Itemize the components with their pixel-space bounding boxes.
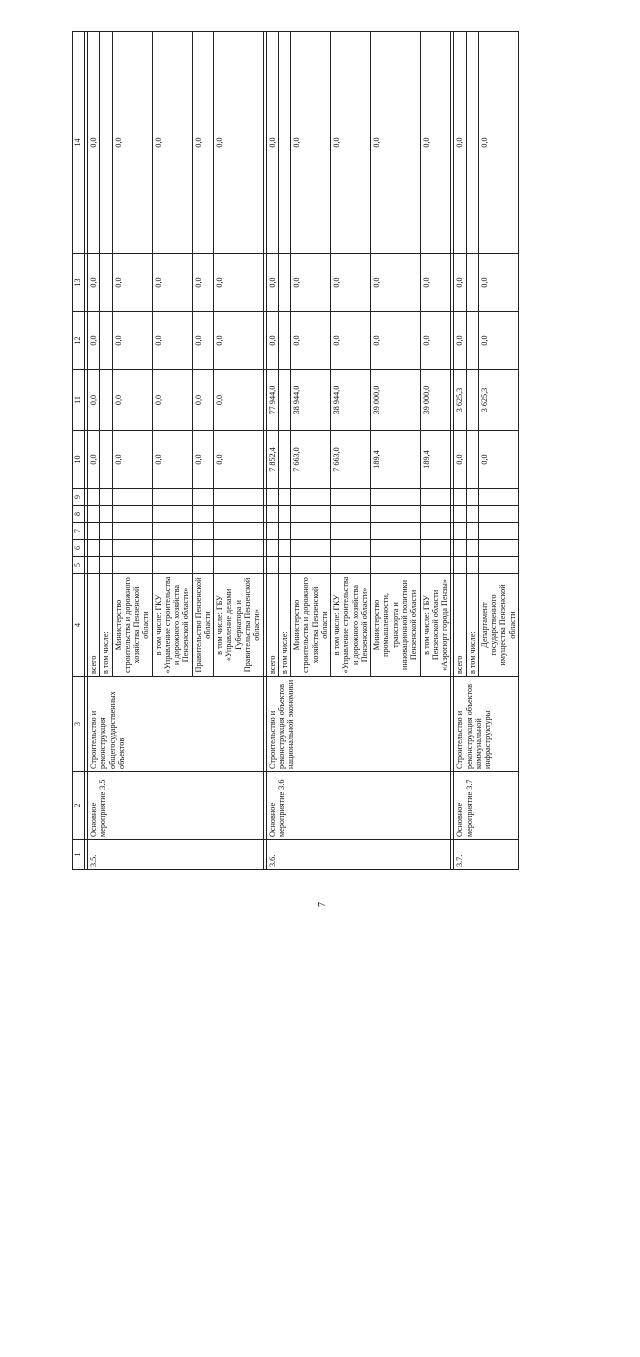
row-label: всего bbox=[454, 574, 466, 677]
value-col-10: 0,0 bbox=[152, 431, 192, 489]
value-col-10 bbox=[466, 431, 478, 489]
column-number-11: 11 bbox=[73, 370, 85, 431]
column-number-5: 5 bbox=[73, 557, 85, 574]
measure-title: Основное мероприятие 3.6 bbox=[266, 772, 451, 840]
empty-cell-col-8 bbox=[331, 506, 371, 523]
empty-cell-col-9 bbox=[371, 489, 420, 506]
empty-cell-col-9 bbox=[454, 489, 466, 506]
empty-cell-col-7 bbox=[331, 523, 371, 540]
empty-cell-col-7 bbox=[266, 523, 278, 540]
table-row bbox=[266, 32, 278, 870]
value-col-12: 0,0 bbox=[371, 312, 420, 370]
value-col-12: 0,0 bbox=[420, 312, 451, 370]
empty-cell-col-6 bbox=[88, 540, 100, 557]
value-col-14 bbox=[466, 32, 478, 254]
value-col-13: 0,0 bbox=[192, 254, 214, 312]
value-col-13 bbox=[100, 254, 112, 312]
empty-cell-col-9 bbox=[192, 489, 214, 506]
empty-cell-col-7 bbox=[152, 523, 192, 540]
value-col-14 bbox=[100, 32, 112, 254]
empty-cell-col-8 bbox=[266, 506, 278, 523]
value-col-12: 0,0 bbox=[88, 312, 100, 370]
empty-cell-col-5 bbox=[278, 557, 290, 574]
empty-cell-col-7 bbox=[454, 523, 466, 540]
row-label: в том числе: ГКУ «Управление строительства и дорожного хозяйства Пензенской области» bbox=[331, 574, 371, 677]
empty-cell-col-8 bbox=[192, 506, 214, 523]
empty-cell-col-8 bbox=[278, 506, 290, 523]
value-col-13 bbox=[466, 254, 478, 312]
empty-cell-col-7 bbox=[371, 523, 420, 540]
value-col-11: 0,0 bbox=[152, 370, 192, 431]
value-col-12 bbox=[466, 312, 478, 370]
row-label: в том числе: ГКУ «Управление строительства и дорожного хозяйства Пензенской области» bbox=[152, 574, 192, 677]
value-col-11: 0,0 bbox=[214, 370, 263, 431]
empty-cell-col-7 bbox=[214, 523, 263, 540]
empty-cell-col-9 bbox=[112, 489, 152, 506]
empty-cell-col-7 bbox=[100, 523, 112, 540]
row-label: всего bbox=[88, 574, 100, 677]
empty-cell-col-5 bbox=[112, 557, 152, 574]
column-number-9: 9 bbox=[73, 489, 85, 506]
empty-cell-col-5 bbox=[454, 557, 466, 574]
empty-cell-col-9 bbox=[152, 489, 192, 506]
empty-cell-col-6 bbox=[466, 540, 478, 557]
value-col-10: 0,0 bbox=[478, 431, 518, 489]
value-col-12: 0,0 bbox=[112, 312, 152, 370]
row-label: в том числе: ГБУ «Управление делами Губернатора и Правительства Пензенской области» bbox=[214, 574, 263, 677]
measure-number: 3.5. bbox=[88, 840, 264, 870]
column-number-4: 4 bbox=[73, 574, 85, 677]
empty-cell-col-9 bbox=[266, 489, 278, 506]
value-col-13: 0,0 bbox=[152, 254, 192, 312]
column-number-1: 1 bbox=[73, 840, 85, 870]
column-number-14: 14 bbox=[73, 32, 85, 254]
empty-cell-col-5 bbox=[331, 557, 371, 574]
empty-cell-col-6 bbox=[192, 540, 214, 557]
value-col-11: 3 625,3 bbox=[478, 370, 518, 431]
row-label: в том числе: bbox=[278, 574, 290, 677]
value-col-11: 3 625,3 bbox=[454, 370, 466, 431]
measure-description: Строительство и реконструкция общегосударственных объектов bbox=[88, 677, 264, 772]
value-col-12: 0,0 bbox=[266, 312, 278, 370]
column-number-3: 3 bbox=[73, 677, 85, 772]
empty-cell-col-6 bbox=[420, 540, 451, 557]
value-col-14: 0,0 bbox=[112, 32, 152, 254]
empty-cell-col-9 bbox=[478, 489, 518, 506]
empty-cell-col-6 bbox=[278, 540, 290, 557]
value-col-11: 0,0 bbox=[112, 370, 152, 431]
empty-cell-col-5 bbox=[192, 557, 214, 574]
empty-cell-col-9 bbox=[331, 489, 371, 506]
value-col-10: 0,0 bbox=[454, 431, 466, 489]
empty-cell-col-8 bbox=[152, 506, 192, 523]
value-col-13: 0,0 bbox=[112, 254, 152, 312]
measure-number: 3.6. bbox=[266, 840, 451, 870]
empty-cell-col-8 bbox=[100, 506, 112, 523]
empty-cell-col-7 bbox=[466, 523, 478, 540]
column-number-header bbox=[73, 32, 88, 870]
empty-cell-col-7 bbox=[478, 523, 518, 540]
empty-cell-col-5 bbox=[291, 557, 331, 574]
value-col-12: 0,0 bbox=[291, 312, 331, 370]
empty-cell-col-9 bbox=[100, 489, 112, 506]
value-col-12: 0,0 bbox=[192, 312, 214, 370]
row-label: Департамент государственного имущества Пензенской области bbox=[478, 574, 518, 677]
empty-cell-col-8 bbox=[214, 506, 263, 523]
value-col-13: 0,0 bbox=[371, 254, 420, 312]
value-col-11: 77 944,0 bbox=[266, 370, 278, 431]
empty-cell-col-9 bbox=[88, 489, 100, 506]
value-col-14: 0,0 bbox=[420, 32, 451, 254]
empty-cell-col-6 bbox=[291, 540, 331, 557]
empty-cell-col-5 bbox=[420, 557, 451, 574]
empty-cell-col-6 bbox=[112, 540, 152, 557]
value-col-14: 0,0 bbox=[266, 32, 278, 254]
row-label: Министерство промышленности, транспорта и инновационной политики Пензенской области bbox=[371, 574, 420, 677]
measure-description: Строительство и реконструкция объектов коммунальной инфраструктуры bbox=[454, 677, 519, 772]
value-col-11: 39 000,0 bbox=[371, 370, 420, 431]
empty-cell-col-9 bbox=[466, 489, 478, 506]
table-body bbox=[88, 32, 519, 870]
empty-cell-col-6 bbox=[152, 540, 192, 557]
table-row bbox=[454, 32, 466, 870]
value-col-12: 0,0 bbox=[478, 312, 518, 370]
measure-description: Строительство и реконструкция объектов национальной экономики bbox=[266, 677, 451, 772]
value-col-11 bbox=[100, 370, 112, 431]
table-row bbox=[88, 32, 100, 870]
row-label: Правительство Пензенской области bbox=[192, 574, 214, 677]
column-number-2: 2 bbox=[73, 772, 85, 840]
measures-table bbox=[72, 31, 519, 870]
measure-title: Основное мероприятие 3.7 bbox=[454, 772, 519, 840]
value-col-10: 189,4 bbox=[420, 431, 451, 489]
empty-cell-col-6 bbox=[331, 540, 371, 557]
row-label: Министерство строительства и дорожного хозяйства Пензенской области bbox=[291, 574, 331, 677]
empty-cell-col-8 bbox=[454, 506, 466, 523]
empty-cell-col-7 bbox=[88, 523, 100, 540]
empty-cell-col-9 bbox=[278, 489, 290, 506]
value-col-14 bbox=[278, 32, 290, 254]
value-col-12 bbox=[278, 312, 290, 370]
empty-cell-col-8 bbox=[466, 506, 478, 523]
value-col-12: 0,0 bbox=[152, 312, 192, 370]
page-number: 7 bbox=[317, 902, 328, 907]
value-col-14: 0,0 bbox=[152, 32, 192, 254]
value-col-11: 38 944,0 bbox=[331, 370, 371, 431]
value-col-13: 0,0 bbox=[420, 254, 451, 312]
value-col-10 bbox=[100, 431, 112, 489]
value-col-14: 0,0 bbox=[478, 32, 518, 254]
value-col-13: 0,0 bbox=[331, 254, 371, 312]
value-col-10: 0,0 bbox=[112, 431, 152, 489]
empty-cell-col-6 bbox=[100, 540, 112, 557]
row-label: в том числе: ГБУ Пензенской области «Аэропорт города Пензы» bbox=[420, 574, 451, 677]
value-col-14: 0,0 bbox=[192, 32, 214, 254]
column-number-7: 7 bbox=[73, 523, 85, 540]
empty-cell-col-8 bbox=[112, 506, 152, 523]
value-col-14: 0,0 bbox=[88, 32, 100, 254]
measure-title: Основное мероприятие 3.5 bbox=[88, 772, 264, 840]
value-col-13: 0,0 bbox=[266, 254, 278, 312]
rotated-table-container bbox=[72, 32, 604, 870]
value-col-12: 0,0 bbox=[331, 312, 371, 370]
empty-cell-col-5 bbox=[371, 557, 420, 574]
value-col-10: 7 852,4 bbox=[266, 431, 278, 489]
value-col-12: 0,0 bbox=[214, 312, 263, 370]
value-col-13: 0,0 bbox=[88, 254, 100, 312]
empty-cell-col-6 bbox=[214, 540, 263, 557]
value-col-11: 39 000,0 bbox=[420, 370, 451, 431]
empty-cell-col-5 bbox=[266, 557, 278, 574]
row-label: в том числе: bbox=[100, 574, 112, 677]
column-number-8: 8 bbox=[73, 506, 85, 523]
column-number-10: 10 bbox=[73, 431, 85, 489]
empty-cell-col-7 bbox=[192, 523, 214, 540]
empty-cell-col-9 bbox=[214, 489, 263, 506]
column-number-13: 13 bbox=[73, 254, 85, 312]
value-col-11 bbox=[466, 370, 478, 431]
empty-cell-col-6 bbox=[454, 540, 466, 557]
row-label: Министерство строительства и дорожного хозяйства Пензенской области bbox=[112, 574, 152, 677]
empty-cell-col-5 bbox=[466, 557, 478, 574]
row-label: всего bbox=[266, 574, 278, 677]
column-number-6: 6 bbox=[73, 540, 85, 557]
empty-cell-col-5 bbox=[88, 557, 100, 574]
empty-cell-col-7 bbox=[291, 523, 331, 540]
empty-cell-col-5 bbox=[100, 557, 112, 574]
value-col-10 bbox=[278, 431, 290, 489]
value-col-13 bbox=[278, 254, 290, 312]
empty-cell-col-9 bbox=[420, 489, 451, 506]
empty-cell-col-7 bbox=[420, 523, 451, 540]
empty-cell-col-5 bbox=[478, 557, 518, 574]
value-col-13: 0,0 bbox=[214, 254, 263, 312]
value-col-10: 0,0 bbox=[214, 431, 263, 489]
empty-cell-col-5 bbox=[214, 557, 263, 574]
empty-cell-col-7 bbox=[278, 523, 290, 540]
empty-cell-col-8 bbox=[291, 506, 331, 523]
row-label: в том числе: bbox=[466, 574, 478, 677]
value-col-14: 0,0 bbox=[371, 32, 420, 254]
value-col-14: 0,0 bbox=[214, 32, 263, 254]
empty-cell-col-6 bbox=[266, 540, 278, 557]
value-col-10: 0,0 bbox=[88, 431, 100, 489]
empty-cell-col-8 bbox=[478, 506, 518, 523]
empty-cell-col-9 bbox=[291, 489, 331, 506]
value-col-10: 7 663,0 bbox=[331, 431, 371, 489]
value-col-11: 38 944,0 bbox=[291, 370, 331, 431]
empty-cell-col-6 bbox=[371, 540, 420, 557]
value-col-10: 189,4 bbox=[371, 431, 420, 489]
value-col-13: 0,0 bbox=[291, 254, 331, 312]
value-col-12: 0,0 bbox=[454, 312, 466, 370]
empty-cell-col-8 bbox=[371, 506, 420, 523]
value-col-14: 0,0 bbox=[291, 32, 331, 254]
value-col-13: 0,0 bbox=[478, 254, 518, 312]
value-col-12 bbox=[100, 312, 112, 370]
column-number-12: 12 bbox=[73, 312, 85, 370]
empty-cell-col-5 bbox=[152, 557, 192, 574]
empty-cell-col-8 bbox=[88, 506, 100, 523]
value-col-11: 0,0 bbox=[88, 370, 100, 431]
value-col-14: 0,0 bbox=[454, 32, 466, 254]
measure-number: 3.7. bbox=[454, 840, 519, 870]
value-col-14: 0,0 bbox=[331, 32, 371, 254]
value-col-10: 0,0 bbox=[192, 431, 214, 489]
value-col-11: 0,0 bbox=[192, 370, 214, 431]
empty-cell-col-7 bbox=[112, 523, 152, 540]
empty-cell-col-6 bbox=[478, 540, 518, 557]
value-col-11 bbox=[278, 370, 290, 431]
empty-cell-col-8 bbox=[420, 506, 451, 523]
value-col-13: 0,0 bbox=[454, 254, 466, 312]
value-col-10: 7 663,0 bbox=[291, 431, 331, 489]
